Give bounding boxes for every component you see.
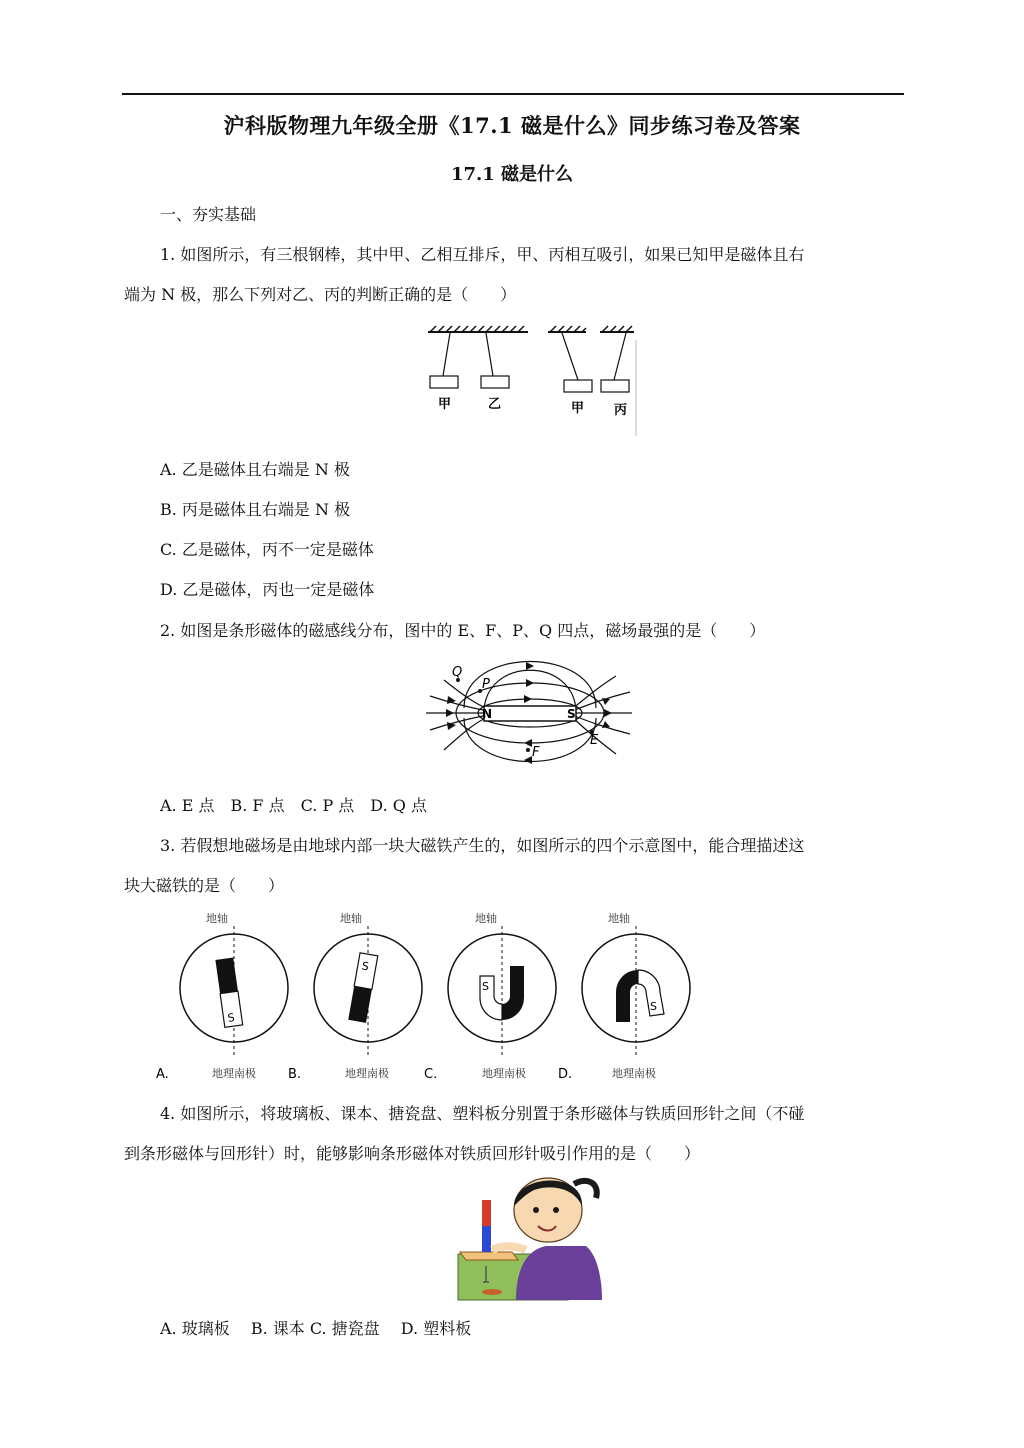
q1-rod-jia-1 (430, 376, 458, 388)
q2-text-line1: 2. 如图是条形磁体的磁感线分布，图中的 E、F、P、Q 四点，磁场最强的是（ ） (160, 621, 766, 640)
q3-diagram-b (288, 911, 422, 1082)
q1-text-line2: 端为 N 极，那么下列对乙、丙的判断正确的是（ ） (124, 285, 517, 304)
q3-text-line1: 3. 若假想地磁场是由地球内部一块大磁铁产生的，如图所示的四个示意图中，能合理描述这 (160, 836, 805, 855)
q3-text-line2: 块大磁铁的是（ ） (124, 876, 285, 895)
q3-a-pole-label: 地理南极 (212, 1067, 256, 1080)
q4-girl-arm (492, 1246, 526, 1250)
q1-label-jia-2: 甲 (571, 401, 585, 416)
q4-options: A. 玻璃板 B. 课本 C. 搪瓷盘 D. 塑料板 (160, 1319, 472, 1338)
q4-magnet-s (482, 1226, 491, 1252)
q3-diagram-d (558, 911, 690, 1082)
q3-d-axis-label: 地轴 (608, 912, 630, 925)
q4-girl-magnet-figure (456, 1170, 606, 1302)
q1-rod-bing (601, 380, 629, 392)
q1-option-d: D. 乙是磁体，丙也一定是磁体 (160, 580, 375, 599)
q3-figures (150, 906, 710, 1086)
q2-label-e: E (590, 733, 599, 748)
q2-label-n: N (482, 707, 493, 721)
q1-rod-jia-2 (564, 380, 592, 392)
q2-bar-magnet (484, 706, 576, 721)
q2-label-p: P (482, 677, 490, 692)
q4-magnet-n (482, 1200, 491, 1226)
q2-options: A. E 点 B. F 点 C. P 点 D. Q 点 (160, 796, 427, 815)
q1-label-yi: 乙 (488, 397, 502, 412)
q3-letter-d: D. (558, 1067, 573, 1082)
q3-d-magnet-s: S (650, 1000, 657, 1013)
section-heading: 一、夯实基础 (160, 205, 257, 224)
q2-label-s: S (567, 707, 576, 721)
q3-diagram-a (156, 911, 288, 1082)
q3-letter-c: C. (424, 1067, 438, 1082)
q2-label-f: F (532, 745, 540, 760)
document-title: 沪科版物理九年级全册《17.1 磁是什么》同步练习卷及答案 (223, 113, 801, 138)
q1-figure (420, 320, 640, 438)
q1-text-line1: 1. 如图所示，有三根钢棒，其中甲、乙相互排斥，甲、丙相互吸引，如果已知甲是磁体且右 (160, 245, 805, 264)
q3-b-pole-label: 地理南极 (345, 1067, 389, 1080)
q1-option-c: C. 乙是磁体，丙不一定是磁体 (160, 540, 374, 559)
q1-left-ceiling (428, 326, 528, 332)
q3-b-axis-label: 地轴 (340, 912, 362, 925)
document-subtitle: 17.1 磁是什么 (450, 164, 574, 185)
q3-b-magnet-s: S (360, 959, 370, 974)
q3-c-pole-label: 地理南极 (482, 1067, 526, 1080)
q1-option-a: A. 乙是磁体且右端是 N 极 (160, 460, 350, 479)
q1-option-b: B. 丙是磁体且右端是 N 极 (160, 500, 351, 519)
q3-a-magnet-s: S (226, 1010, 236, 1025)
q3-c-magnet-s: S (482, 980, 489, 993)
q3-a-axis-label: 地轴 (206, 912, 228, 925)
q3-letter-b: B. (288, 1067, 302, 1082)
header-rule (122, 93, 904, 95)
q4-text-line1: 4. 如图所示，将玻璃板、课本、搪瓷盘、塑料板分别置于条形磁体与铁质回形针之间（不碰 (160, 1104, 805, 1123)
q4-plate (460, 1252, 518, 1260)
q3-d-pole-label: 地理南极 (612, 1067, 656, 1080)
q1-rod-yi (481, 376, 509, 388)
q1-label-bing: 丙 (614, 403, 628, 418)
q3-c-axis-label: 地轴 (475, 912, 497, 925)
q2-field-lines-figure (424, 656, 634, 768)
q1-label-jia-1: 甲 (438, 397, 452, 412)
q4-text-line2: 到条形磁体与回形针）时，能够影响条形磁体对铁质回形针吸引作用的是（ ） (124, 1144, 701, 1163)
q2-label-q: Q (452, 665, 463, 680)
q3-letter-a: A. (156, 1067, 169, 1082)
q3-diagram-c (424, 911, 556, 1082)
q1-right-ceiling (548, 326, 634, 332)
